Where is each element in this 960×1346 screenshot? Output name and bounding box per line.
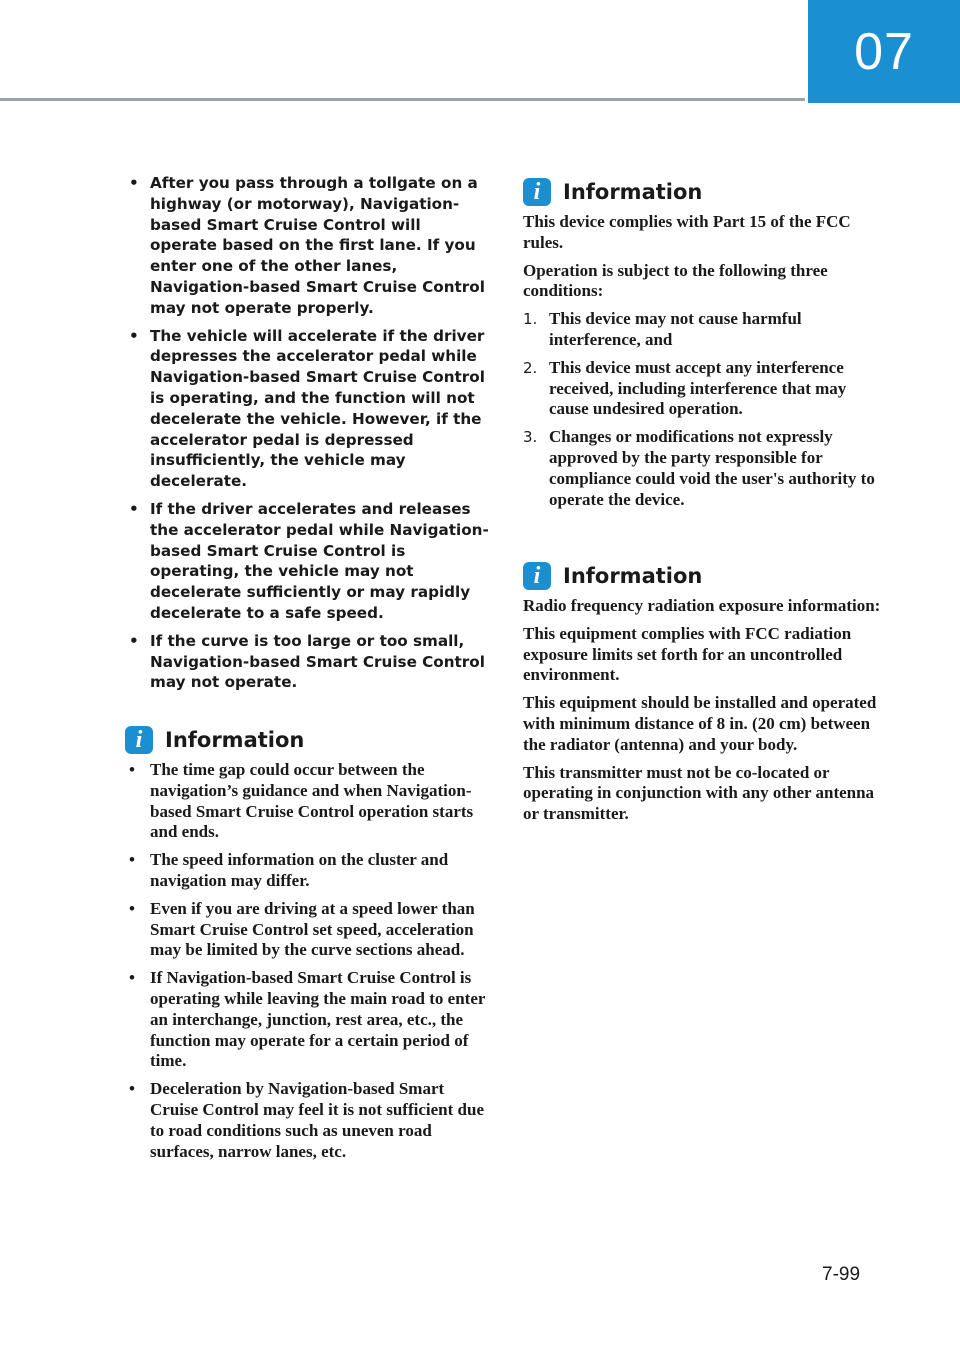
info-heading: i Information: [125, 726, 490, 754]
paragraph: Radio frequency radiation exposure information:: [523, 596, 881, 615]
info-body: [523, 596, 888, 825]
info-box-fcc: [523, 178, 888, 517]
list-item: • After you pass through a tollgate on a highway (or motorway), Navigation-based Smart Cruise Control will operate based on the first lane. If you enter one of the other lanes, Navigation-based Smart Cruise Control may not operate properly.: [129, 174, 485, 317]
list-item: • The speed information on the cluster and navigation may differ.: [129, 850, 449, 890]
list-item: 3. Changes or modifications not expressly approved by the party responsible for compliance could void the user's authority to operate the device.: [523, 427, 875, 509]
list-item: • Deceleration by Navigation-based Smart Cruise Control may feel it is not sufficient due to road conditions such as uneven road surfaces, narrow lanes, etc.: [129, 1079, 484, 1161]
list-item: 2. This device must accept any interference received, including interference that may cause undesired operation.: [523, 357, 847, 419]
list-item: • The vehicle will accelerate if the driver depresses the accelerator pedal while Navigation-based Smart Cruise Control is operating, and the function will not decelerate the vehicle. However, if the accelerator pedal is depressed insufficiently, the vehicle may decelerate.: [129, 326, 485, 491]
list-item: • The time gap could occur between the navigation’s guidance and when Navigation-based Smart Cruise Control operation starts and ends.: [129, 760, 474, 842]
info-box-rf: [523, 562, 888, 832]
paragraph: This transmitter must not be co-located or operating in conjunction with any other antenna or transmitter.: [523, 762, 875, 824]
paragraph: Operation is subject to the following three conditions:: [523, 260, 828, 301]
page-number: 7-99: [822, 1264, 861, 1285]
chapter-number: 07: [854, 22, 914, 81]
info-box-left: [125, 726, 490, 1169]
list-item: 1. This device may not cause harmful interference, and: [523, 309, 802, 349]
header-rule: [0, 98, 805, 101]
paragraph: This equipment complies with FCC radiation exposure limits set forth for an uncontrolled environment.: [523, 623, 852, 685]
info-body: [523, 212, 888, 510]
main-bullet-list: [125, 173, 490, 700]
numbered-list: [523, 309, 888, 510]
list-item: • If the driver accelerates and releases the accelerator pedal while Navigation-based Smart Cruise Control is operating, the vehicle may not decelerate sufficiently or may rapidly decelerate to a safe speed.: [129, 499, 489, 622]
list-item: • Even if you are driving at a speed lower than Smart Cruise Control set speed, acceleration may be limited by the curve sections ahead.: [129, 898, 475, 960]
info-icon: i: [125, 726, 153, 754]
list-item: • If Navigation-based Smart Cruise Control is operating while leaving the main road to enter an interchange, junction, rest area, etc., the function may operate for a certain period of time.: [129, 968, 486, 1071]
info-heading: i Information: [523, 178, 888, 206]
info-heading: i Information: [523, 562, 888, 590]
info-icon: i: [523, 562, 551, 590]
list-item: • If the curve is too large or too small, Navigation-based Smart Cruise Control may not operate.: [129, 631, 485, 692]
info-bullet-list: [125, 760, 490, 1162]
paragraph: This device complies with Part 15 of the FCC rules.: [523, 212, 851, 252]
info-icon: i: [523, 178, 551, 206]
paragraph: This equipment should be installed and operated with minimum distance of 8 in. (20 cm) between the radiator (antenna) and your body.: [523, 693, 877, 754]
chapter-tab: [808, 0, 960, 103]
